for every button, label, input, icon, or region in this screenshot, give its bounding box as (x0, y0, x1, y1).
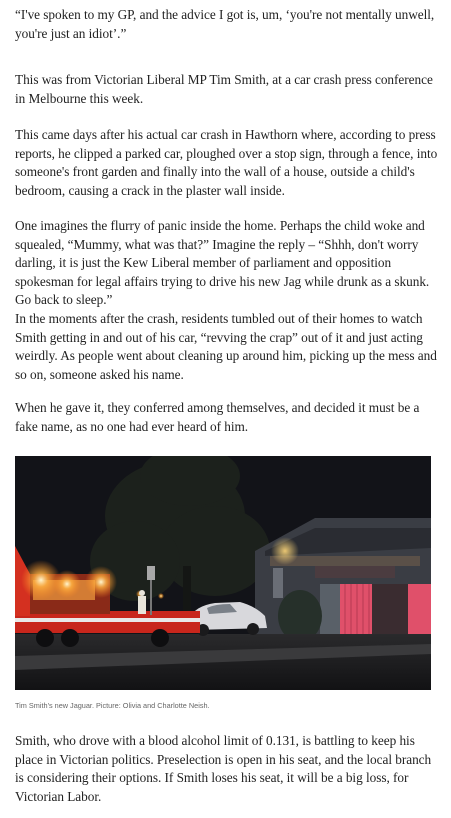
article-paragraph: This was from Victorian Liberal MP Tim Smith, at a car crash press conference in Melbourne this week. (15, 72, 433, 106)
article-paragraph-quote: “I've spoken to my GP, and the advice I got is, um, ‘you're not mentally unwell, you're just an idiot’.” (15, 7, 435, 41)
image-caption: Tim Smith's new Jaguar. Picture: Olivia and Charlotte Neish. (15, 701, 210, 710)
article-paragraph: Smith, who drove with a blood alcohol limit of 0.131, is battling to keep his place in Victorian politics. Preselection is open in his seat, and the local branch is considering their options. If Smith loses his seat, it will be a big loss, for Victorian Labor. (15, 733, 432, 804)
article-photo-crash-scene[interactable] (15, 456, 431, 690)
article-paragraph: When he gave it, they conferred among themselves, and decided it must be a fake name, as no one had ever heard of him. (15, 400, 420, 434)
article-paragraph: This came days after his actual car crash in Hawthorn where, according to press reports, he clipped a parked car, ploughed over a stop sign, through a fence, into someone's front garden and finally into the wall of a house, outside a child's bedroom, causing a crack in the plaster wall inside. (15, 127, 438, 198)
article-paragraph: One imagines the flurry of panic inside the home. Perhaps the child woke and squealed, “Mummy, what was that?” Imagine the reply – “Shhh, don't worry darling, it is just the Kew Liberal member of parliament and opposition spokesman for legal affairs trying to drive his new Jag while drunk as a skunk. Go back to sleep.” (15, 218, 430, 308)
article-paragraph: In the moments after the crash, residents tumbled out of their homes to watch Smith getting in and out of his car, “revving the crap” out of it and just acting weirdly. As people went about cleaning up around him, picking up the mess and so on, someone asked his name. (15, 311, 437, 382)
